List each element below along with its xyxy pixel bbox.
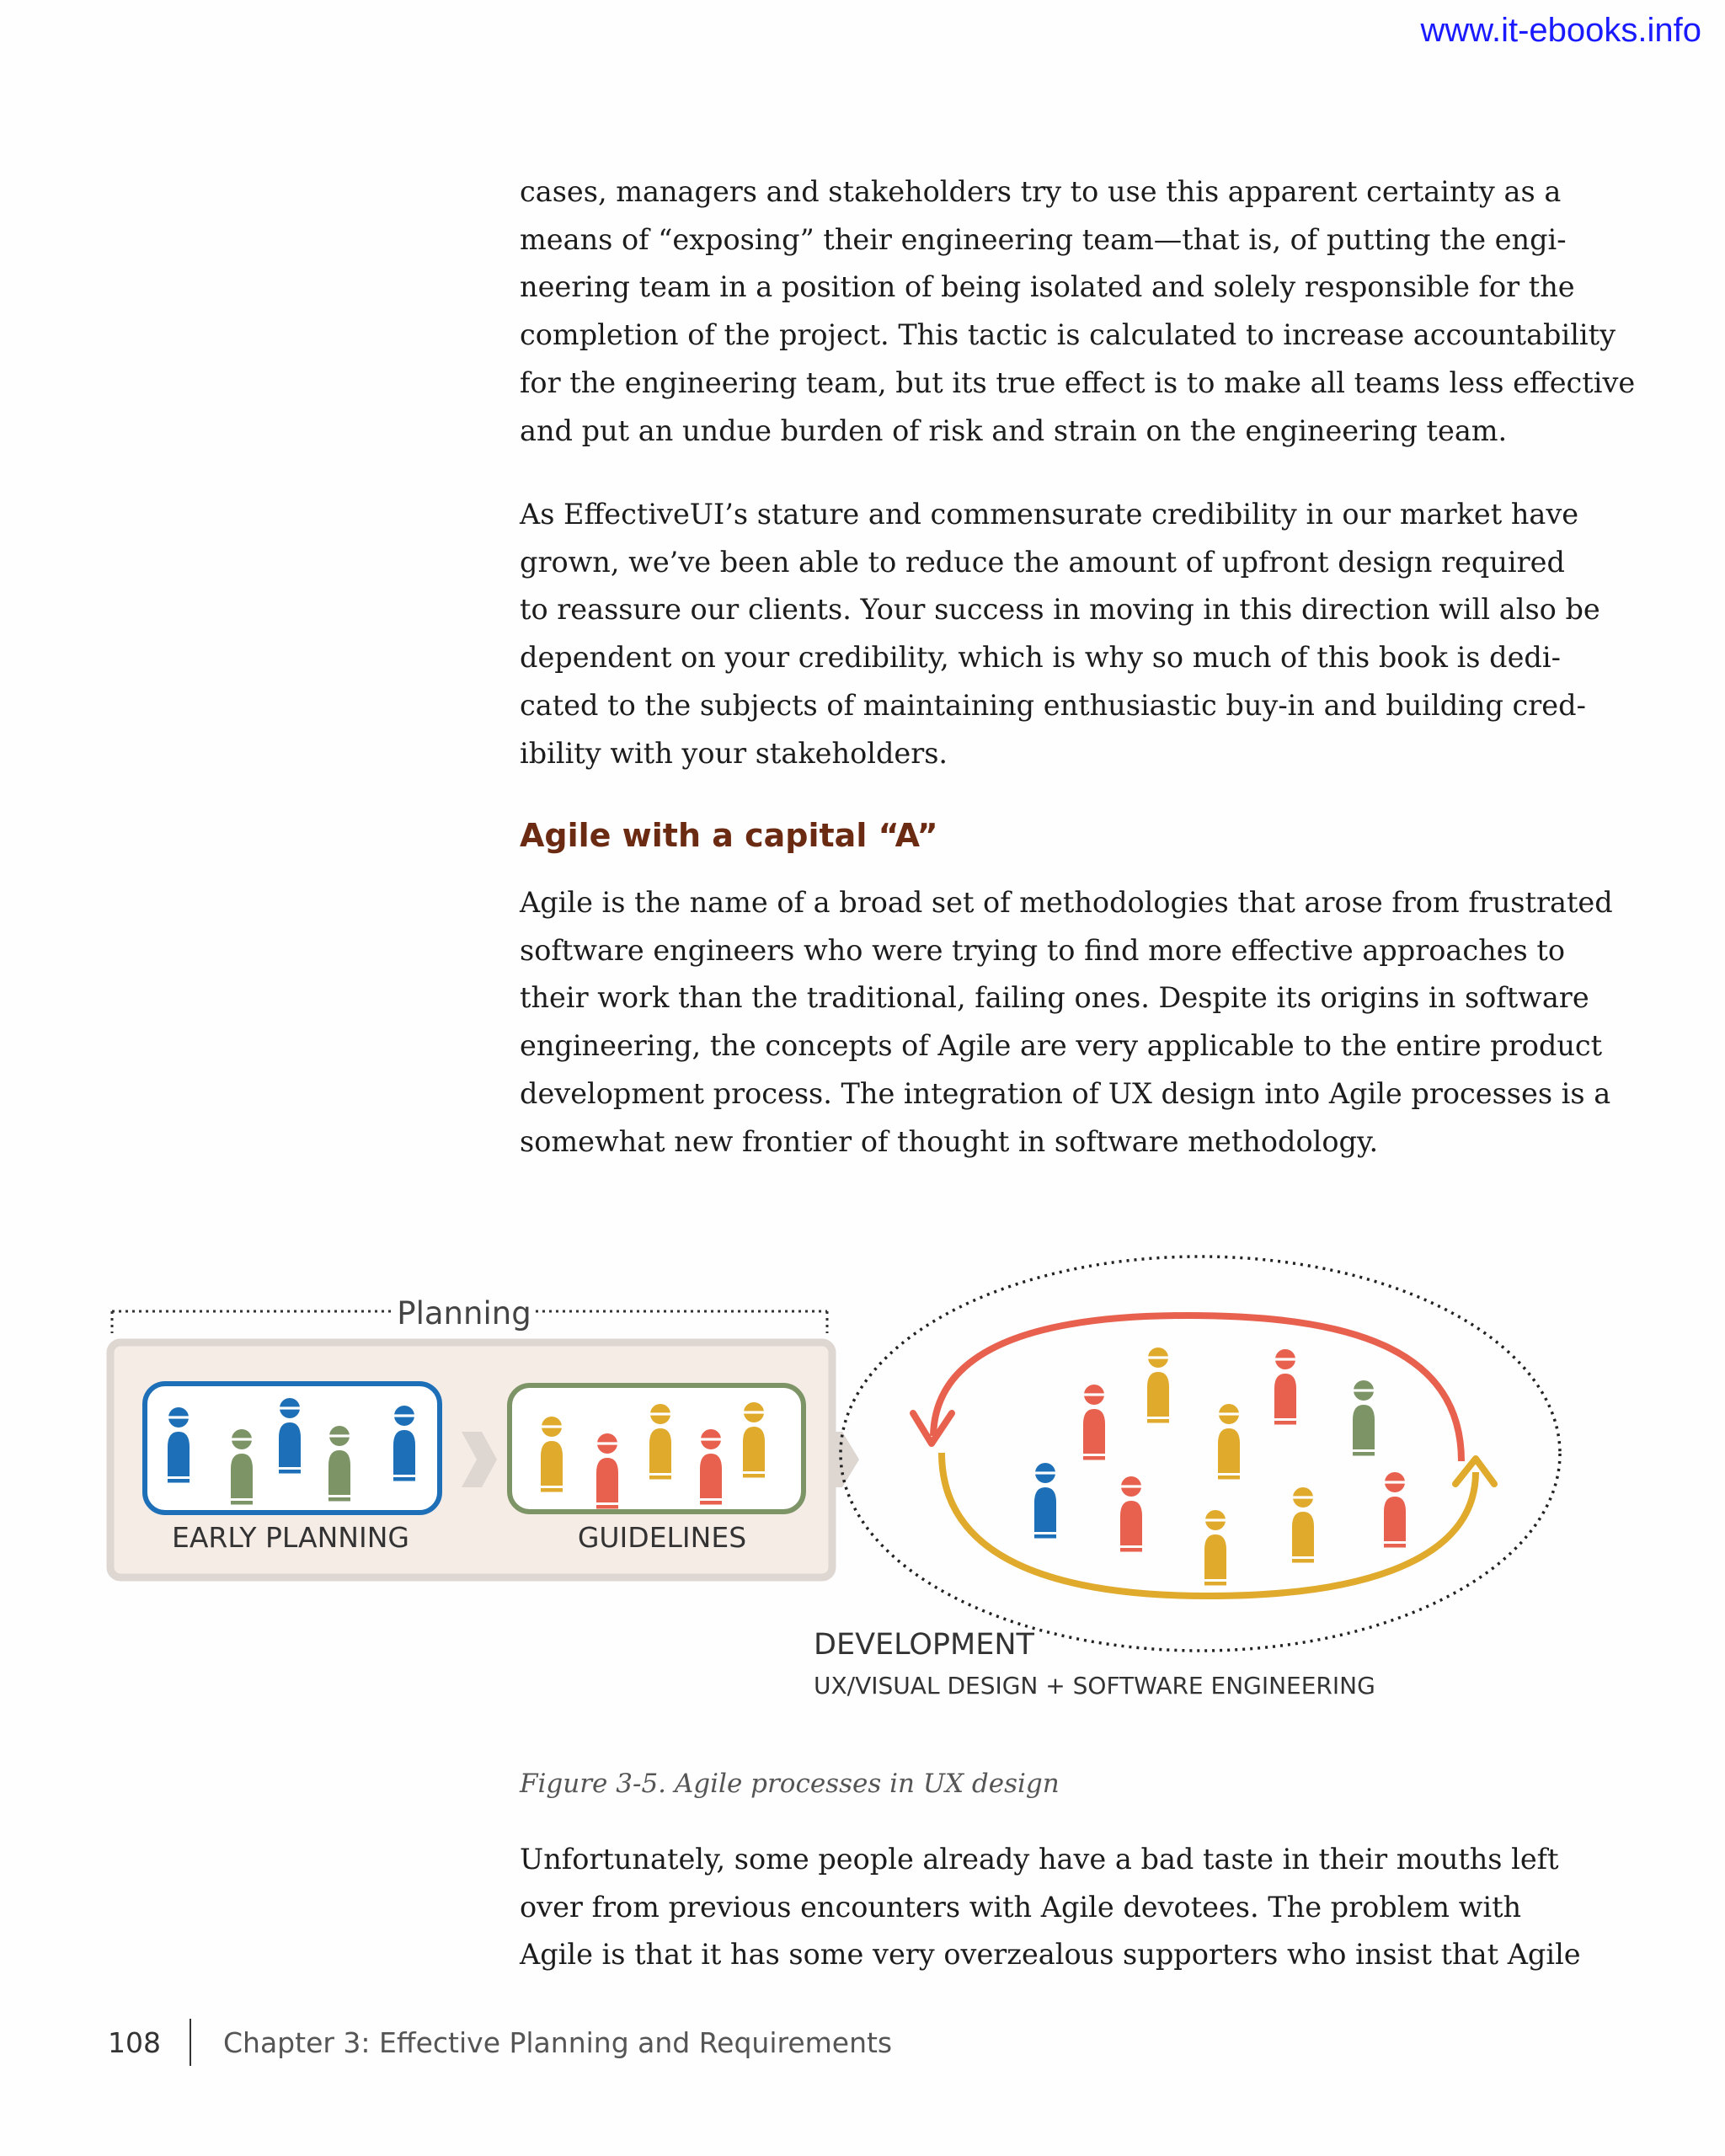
figure-caption: Figure 3-5. Agile processes in UX design	[520, 1769, 1060, 1799]
text-line: cated to the subjects of maintaining enthusiastic buy-in and building cred-	[520, 688, 1586, 722]
person-icon	[595, 1433, 619, 1509]
page-number: 108	[108, 2025, 161, 2059]
text-line: Agile is the name of a broad set of methodologies that arose from frustrated	[520, 886, 1613, 919]
person-icon	[1033, 1463, 1057, 1539]
chapter-title: Chapter 3: Effective Planning and Requirements	[223, 2025, 893, 2059]
text-line: ibility with your stakeholders.	[520, 736, 948, 770]
person-icon	[1383, 1472, 1407, 1548]
text-line: somewhat new frontier of thought in software methodology.	[520, 1124, 1379, 1158]
text-line: completion of the project. This tactic is calculated to increase accountability	[520, 318, 1616, 352]
person-icon	[540, 1417, 563, 1492]
arrow-right-icon	[836, 1432, 859, 1487]
text-line: software engineers who were trying to find more effective approaches to	[520, 933, 1565, 967]
text-line: dependent on your credibility, which is why so much of this book is dedi-	[520, 641, 1561, 675]
text-line: engineering, the concepts of Agile are very applicable to the entire product	[520, 1029, 1603, 1063]
paragraph-1	[520, 168, 1636, 455]
text-line: their work than the traditional, failing ones. Despite its origins in software	[520, 981, 1589, 1015]
text-line: Agile is that it has some very overzealous supporters who insist that Agile	[520, 1938, 1581, 1972]
person-icon	[1352, 1380, 1375, 1456]
agile-process-diagram	[0, 1246, 1725, 1718]
section-heading: Agile with a capital “A”	[520, 817, 938, 854]
development-sublabel: UX/VISUAL DESIGN + SOFTWARE ENGINEERING	[814, 1672, 1375, 1700]
footer-divider	[190, 2019, 191, 2066]
text-line: cases, managers and stakeholders try to use this apparent certainty as a	[520, 175, 1562, 208]
person-icon	[167, 1407, 190, 1483]
cycle-arrow-red	[933, 1315, 1461, 1461]
planning-label: Planning	[397, 1295, 531, 1331]
person-icon	[1146, 1348, 1170, 1423]
text-line: and put an undue burden of risk and strain on the engineering team.	[520, 414, 1508, 447]
person-icon	[649, 1404, 672, 1480]
early-planning-label: EARLY PLANNING	[172, 1521, 409, 1554]
person-icon	[1082, 1385, 1106, 1460]
text-line: over from previous encounters with Agile devotees. The problem with	[520, 1890, 1522, 1924]
person-icon	[699, 1429, 723, 1505]
person-icon	[742, 1402, 766, 1478]
person-icon	[1274, 1349, 1297, 1425]
person-icon	[278, 1398, 302, 1474]
person-icon	[1204, 1510, 1227, 1586]
person-icon	[230, 1429, 254, 1505]
guidelines-label: GUIDELINES	[577, 1521, 747, 1554]
text-line: As EffectiveUI’s stature and commensurate credibility in our market have	[520, 498, 1579, 531]
planning-bracket	[112, 1295, 827, 1333]
person-icon	[1119, 1476, 1143, 1552]
watermark-link[interactable]: www.it-ebooks.info	[1420, 12, 1701, 49]
text-line: development process. The integration of UX design into Agile processes is a	[520, 1076, 1611, 1110]
development-label: DEVELOPMENT	[814, 1628, 1034, 1662]
text-line: to reassure our clients. Your success in moving in this direction will also be	[520, 593, 1600, 627]
text-line: for the engineering team, but its true effect is to make all teams less effective	[520, 366, 1636, 399]
agile-process-figure	[0, 1246, 1725, 1718]
text-line: Unfortunately, some people already have a bad taste in their mouths left	[520, 1843, 1559, 1876]
person-icon	[1291, 1487, 1315, 1563]
text-line: neering team in a position of being isolated and solely responsible for the	[520, 270, 1575, 304]
person-icon	[1217, 1404, 1241, 1480]
text-line: means of “exposing” their engineering team—that is, of putting the engi-	[520, 222, 1567, 256]
person-icon	[328, 1426, 351, 1502]
paragraph-2	[520, 491, 1600, 777]
text-line: grown, we’ve been able to reduce the amount of upfront design required	[520, 545, 1565, 579]
paragraph-4	[520, 1836, 1581, 1979]
page-footer	[108, 2017, 892, 2068]
person-icon	[393, 1406, 416, 1481]
paragraph-3	[520, 879, 1613, 1166]
